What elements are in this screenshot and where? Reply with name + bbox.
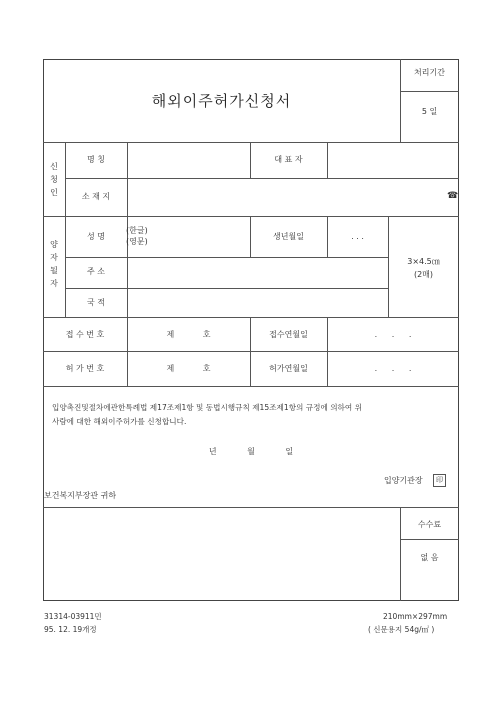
adoptee-name-label: 성 명 bbox=[87, 232, 105, 241]
adoptee-address-field[interactable] bbox=[128, 258, 387, 287]
applicant-side-label: 신청인 bbox=[50, 162, 58, 197]
form-title: 해외이주허가신청서 bbox=[151, 92, 292, 110]
statement-line-2: 사람에 대한 해외이주허가를 신청합니다. bbox=[52, 417, 187, 426]
permit-number-label: 허 가 번 호 bbox=[65, 364, 105, 373]
address-field[interactable] bbox=[128, 179, 458, 215]
fee-value: 없 음 bbox=[420, 553, 439, 562]
birth-date-field[interactable]: . . . bbox=[351, 232, 364, 241]
representative-field[interactable] bbox=[328, 143, 458, 177]
seal-mark: 印 bbox=[433, 474, 446, 487]
form-code: 31314-03911민 bbox=[44, 612, 102, 621]
adoptee-side-label: 양자될자 bbox=[50, 240, 58, 288]
receipt-date-field[interactable]: . . . bbox=[374, 330, 412, 339]
phone-icon: ☎ bbox=[447, 191, 459, 201]
permit-date-label: 허가연월일 bbox=[269, 364, 308, 373]
divider bbox=[400, 539, 459, 540]
nationality-field[interactable] bbox=[128, 289, 387, 316]
name-korean-label: (한글) bbox=[126, 226, 148, 235]
receipt-number-field[interactable]: 제 호 bbox=[166, 330, 211, 339]
divider bbox=[43, 351, 459, 352]
divider bbox=[65, 142, 66, 317]
adoptee-address-label: 주 소 bbox=[87, 267, 105, 276]
recipient-label: 보건복지부장관 귀하 bbox=[44, 491, 117, 500]
receipt-number-label: 접 수 번 호 bbox=[65, 330, 105, 339]
divider bbox=[43, 317, 459, 318]
permit-date-field[interactable]: . . . bbox=[374, 364, 412, 373]
adoptee-name-field[interactable] bbox=[160, 217, 249, 256]
paper-size: 210mm×297mm bbox=[383, 612, 448, 621]
permit-number-field[interactable]: 제 호 bbox=[166, 364, 211, 373]
paper-type: ( 신문용지 54g/㎡ ) bbox=[368, 625, 435, 634]
divider bbox=[400, 91, 459, 92]
divider bbox=[43, 507, 459, 508]
revision-date: 95. 12. 19개정 bbox=[44, 625, 97, 634]
divider bbox=[43, 386, 459, 387]
photo-size-label: 3×4.5㎝ bbox=[407, 257, 440, 266]
representative-label: 대 표 자 bbox=[274, 155, 303, 164]
nationality-label: 국 적 bbox=[87, 298, 105, 307]
address-label: 소 재 지 bbox=[81, 192, 111, 201]
receipt-date-label: 접수연월일 bbox=[269, 330, 308, 339]
application-date[interactable]: 년 월 일 bbox=[208, 447, 294, 456]
signer-label: 입양기관장 bbox=[384, 476, 423, 485]
processing-period-label: 처리기간 bbox=[414, 68, 445, 77]
divider bbox=[43, 216, 459, 217]
company-name-label: 명 칭 bbox=[87, 155, 105, 164]
photo-count-label: (2매) bbox=[413, 270, 434, 279]
processing-period-value: 5 일 bbox=[421, 107, 438, 116]
birth-date-label: 생년월일 bbox=[273, 232, 304, 241]
statement-line-1: 입양촉진및절차에관한특례법 제17조제1항 및 동법시행규칙 제15조제1항의 규정에 의하여 위 bbox=[52, 403, 362, 412]
company-name-field[interactable] bbox=[128, 143, 249, 177]
name-english-label: (영문) bbox=[126, 237, 148, 246]
fee-label: 수수료 bbox=[417, 520, 442, 529]
